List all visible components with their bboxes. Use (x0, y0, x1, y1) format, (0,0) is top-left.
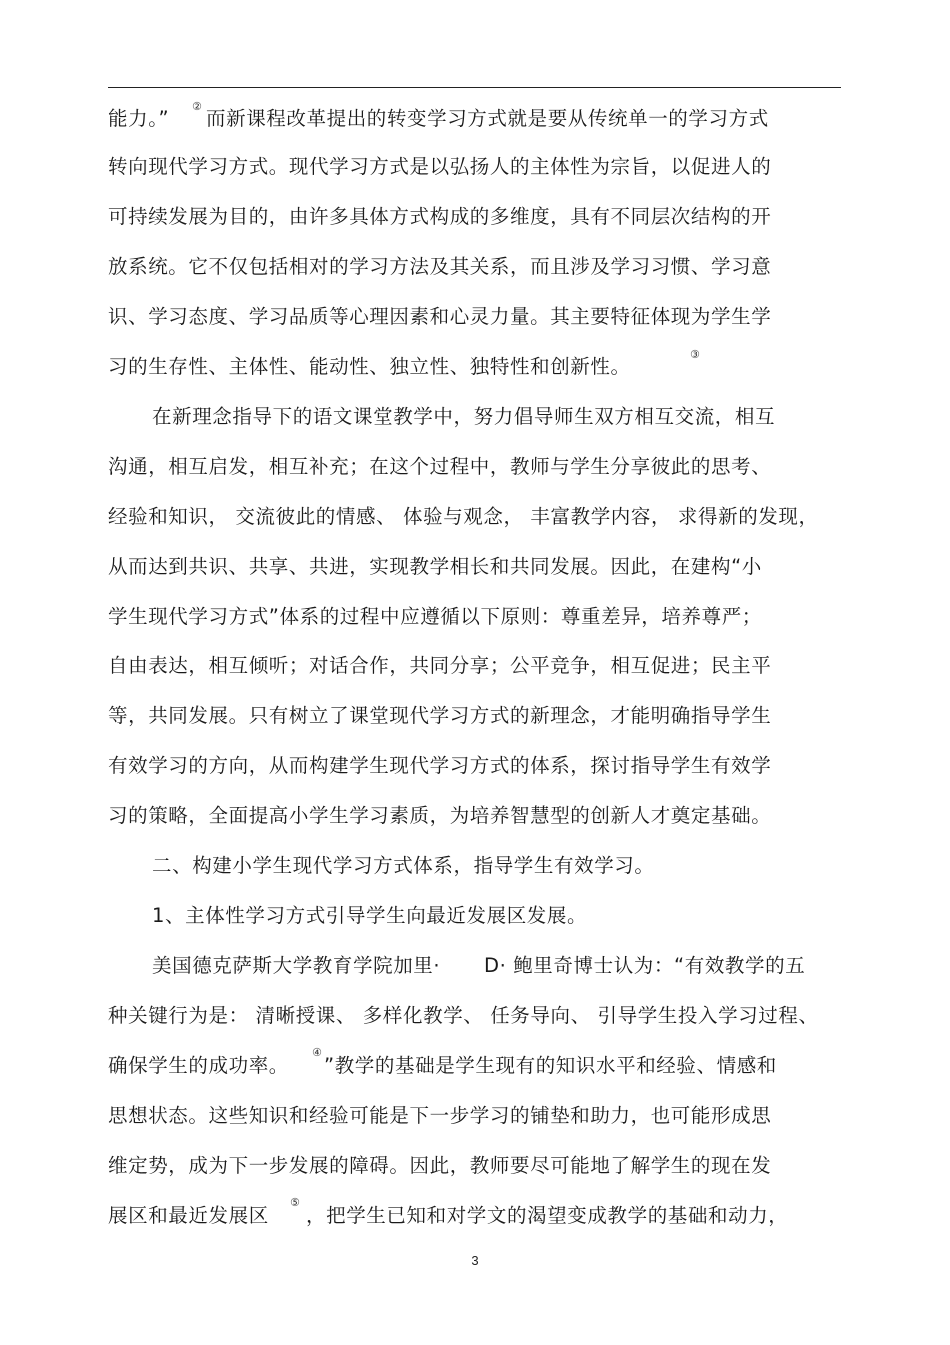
text-line: 思想状态。这些知识和经验可能是下一步学习的铺垫和助力，也可能形成思 (108, 1104, 772, 1127)
footnote-marker: ② (192, 100, 202, 113)
text-line: 而新课程改革提出的转变学习方式就是要从传统单一的学习方式 (206, 107, 769, 130)
text-line: 从而达到共识、共享、共进，实现教学相长和共同发展。因此，在建构“小 (108, 555, 762, 578)
header-rule (108, 87, 841, 88)
text-line: 经验和知识， 交流彼此的情感、 体验与观念， 丰富教学内容， 求得新的发现， (108, 505, 819, 528)
subsection-heading: 1、主体性学习方式引导学生向最近发展区发展。 (152, 904, 588, 927)
footnote-marker: ④ (312, 1046, 322, 1059)
text-line: 确保学生的成功率。 (108, 1054, 289, 1077)
text-line: D· 鲍里奇博士认为：“有效教学的五 (484, 954, 806, 977)
text-line: 习的策略，全面提高小学生学习素质，为培养智慧型的创新人才奠定基础。 (108, 804, 772, 827)
text-line: 识、学习态度、学习品质等心理因素和心灵力量。其主要特征体现为学生学 (108, 305, 772, 328)
text-line: 有效学习的方向，从而构建学生现代学习方式的体系，探讨指导学生有效学 (108, 754, 772, 777)
page-number: 3 (471, 1253, 479, 1268)
text-line: 自由表达，相互倾听；对话合作，共同分享；公平竞争，相互促进；民主平 (108, 654, 772, 677)
text-line: 能力。” (108, 107, 170, 130)
section-heading: 二、构建小学生现代学习方式体系，指导学生有效学习。 (152, 854, 655, 877)
text-line: ”教学的基础是学生现有的知识水平和经验、情感和 (324, 1054, 777, 1077)
text-line: 等，共同发展。只有树立了课堂现代学习方式的新理念，才能明确指导学生 (108, 704, 772, 727)
text-line: 学生现代学习方式”体系的过程中应遵循以下原则：尊重差异，培养尊严； (108, 605, 762, 628)
text-line: 展区和最近发展区 (108, 1204, 269, 1227)
text-line: 维定势，成为下一步发展的障碍。因此，教师要尽可能地了解学生的现在发 (108, 1154, 772, 1177)
text-line: 放系统。它不仅包括相对的学习方法及其关系，而且涉及学习习惯、学习意 (108, 255, 772, 278)
text-line: 可持续发展为目的，由许多具体方式构成的多维度，具有不同层次结构的开 (108, 205, 772, 228)
paragraph-first-line: 在新理念指导下的语文课堂教学中，努力倡导师生双方相互交流，相互 (152, 405, 776, 428)
footnote-marker: ⑤ (290, 1196, 300, 1209)
text-line: 种关键行为是： 清晰授课、 多样化教学、 任务导向、 引导学生投入学习过程、 (108, 1004, 819, 1027)
text-line: 习的生存性、主体性、能动性、独立性、独特性和创新性。 (108, 355, 631, 378)
text-line: ，把学生已知和对学文的渴望变成教学的基础和动力， (306, 1204, 789, 1227)
text-line: 转向现代学习方式。现代学习方式是以弘扬人的主体性为宗旨，以促进人的 (108, 155, 772, 178)
paragraph-first-line: 美国德克萨斯大学教育学院加里· (152, 954, 441, 977)
text-line: 沟通，相互启发，相互补充；在这个过程中，教师与学生分享彼此的思考、 (108, 455, 772, 478)
footnote-marker: ③ (690, 348, 700, 361)
